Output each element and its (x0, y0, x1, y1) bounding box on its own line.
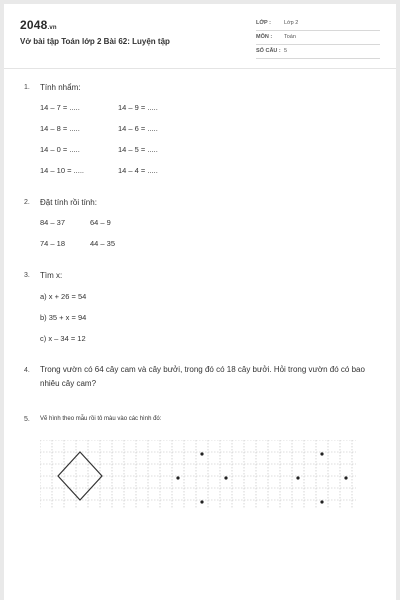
grid-dot (176, 476, 179, 479)
meta-value: Toán (284, 34, 296, 40)
meta-label: SỐ CÂU : (256, 48, 281, 54)
grid-dot (200, 500, 203, 503)
logo-suffix: .vn (47, 25, 57, 31)
meta-row-subject (256, 32, 380, 45)
exercise-item: 44 – 35 (90, 239, 116, 248)
exercise-item: 14 – 9 = ..... (118, 103, 158, 112)
exercise-item: 14 – 4 = ..... (118, 166, 158, 175)
exercise-item: 14 – 0 = ..... (40, 145, 80, 154)
question-number: 2. (24, 199, 30, 206)
question-number: 4. (24, 367, 30, 374)
question-prompt: Đặt tính rồi tính: (40, 198, 97, 207)
grid-dot (296, 476, 299, 479)
grid-dot (200, 452, 203, 455)
meta-value: Lớp 2 (284, 20, 299, 26)
question-prompt: Tính nhẩm: (40, 83, 81, 92)
question-number: 5. (24, 416, 30, 423)
exercise-item: 14 – 10 = ..... (40, 166, 84, 175)
question-number: 1. (24, 84, 30, 91)
logo-text: 2048 (20, 18, 48, 32)
grid-lines (40, 440, 356, 508)
grid-dots (176, 452, 347, 503)
meta-label: MÔN : (256, 34, 273, 40)
question-prompt: Tìm x: (40, 271, 63, 280)
meta-value: 5 (284, 48, 288, 54)
meta-row-class (256, 18, 380, 31)
exercise-item: 14 – 5 = ..... (118, 145, 158, 154)
grid-dot (320, 500, 323, 503)
meta-row-question-count (256, 46, 380, 59)
exercise-item: c) x – 34 = 12 (40, 334, 86, 343)
exercise-item: 74 – 18 (40, 239, 66, 248)
question-prompt: Trong vườn có 64 cây cam và cây bưởi, trong đó có 18 cây bưởi. Hỏi trong vườn đó có bao nhiêu cây cam? (40, 365, 365, 388)
grid-dot (320, 452, 323, 455)
exercise-item: a) x + 26 = 54 (40, 292, 87, 301)
header-divider (4, 68, 396, 69)
grid-dot (224, 476, 227, 479)
exercise-item: 14 – 8 = ..... (40, 124, 80, 133)
exercise-item: 84 – 37 (40, 218, 66, 227)
exercise-item: b) 35 + x = 94 (40, 313, 87, 322)
meta-label: LỚP : (256, 20, 271, 26)
exercise-item: 64 – 9 (90, 218, 111, 227)
worksheet-header (4, 4, 396, 64)
drawing-grid (40, 440, 356, 508)
site-logo[interactable] (20, 18, 57, 32)
question-prompt: Vẽ hình theo mẫu rồi tô màu vào các hình đó: (40, 416, 162, 422)
question-number: 3. (24, 272, 30, 279)
exercise-item: 14 – 6 = ..... (118, 124, 158, 133)
exercise-item: 14 – 7 = ..... (40, 103, 80, 112)
page-title: Vở bài tập Toán lớp 2 Bài 62: Luyện tập (20, 37, 170, 46)
worksheet-page (4, 4, 396, 600)
grid-dot (344, 476, 347, 479)
